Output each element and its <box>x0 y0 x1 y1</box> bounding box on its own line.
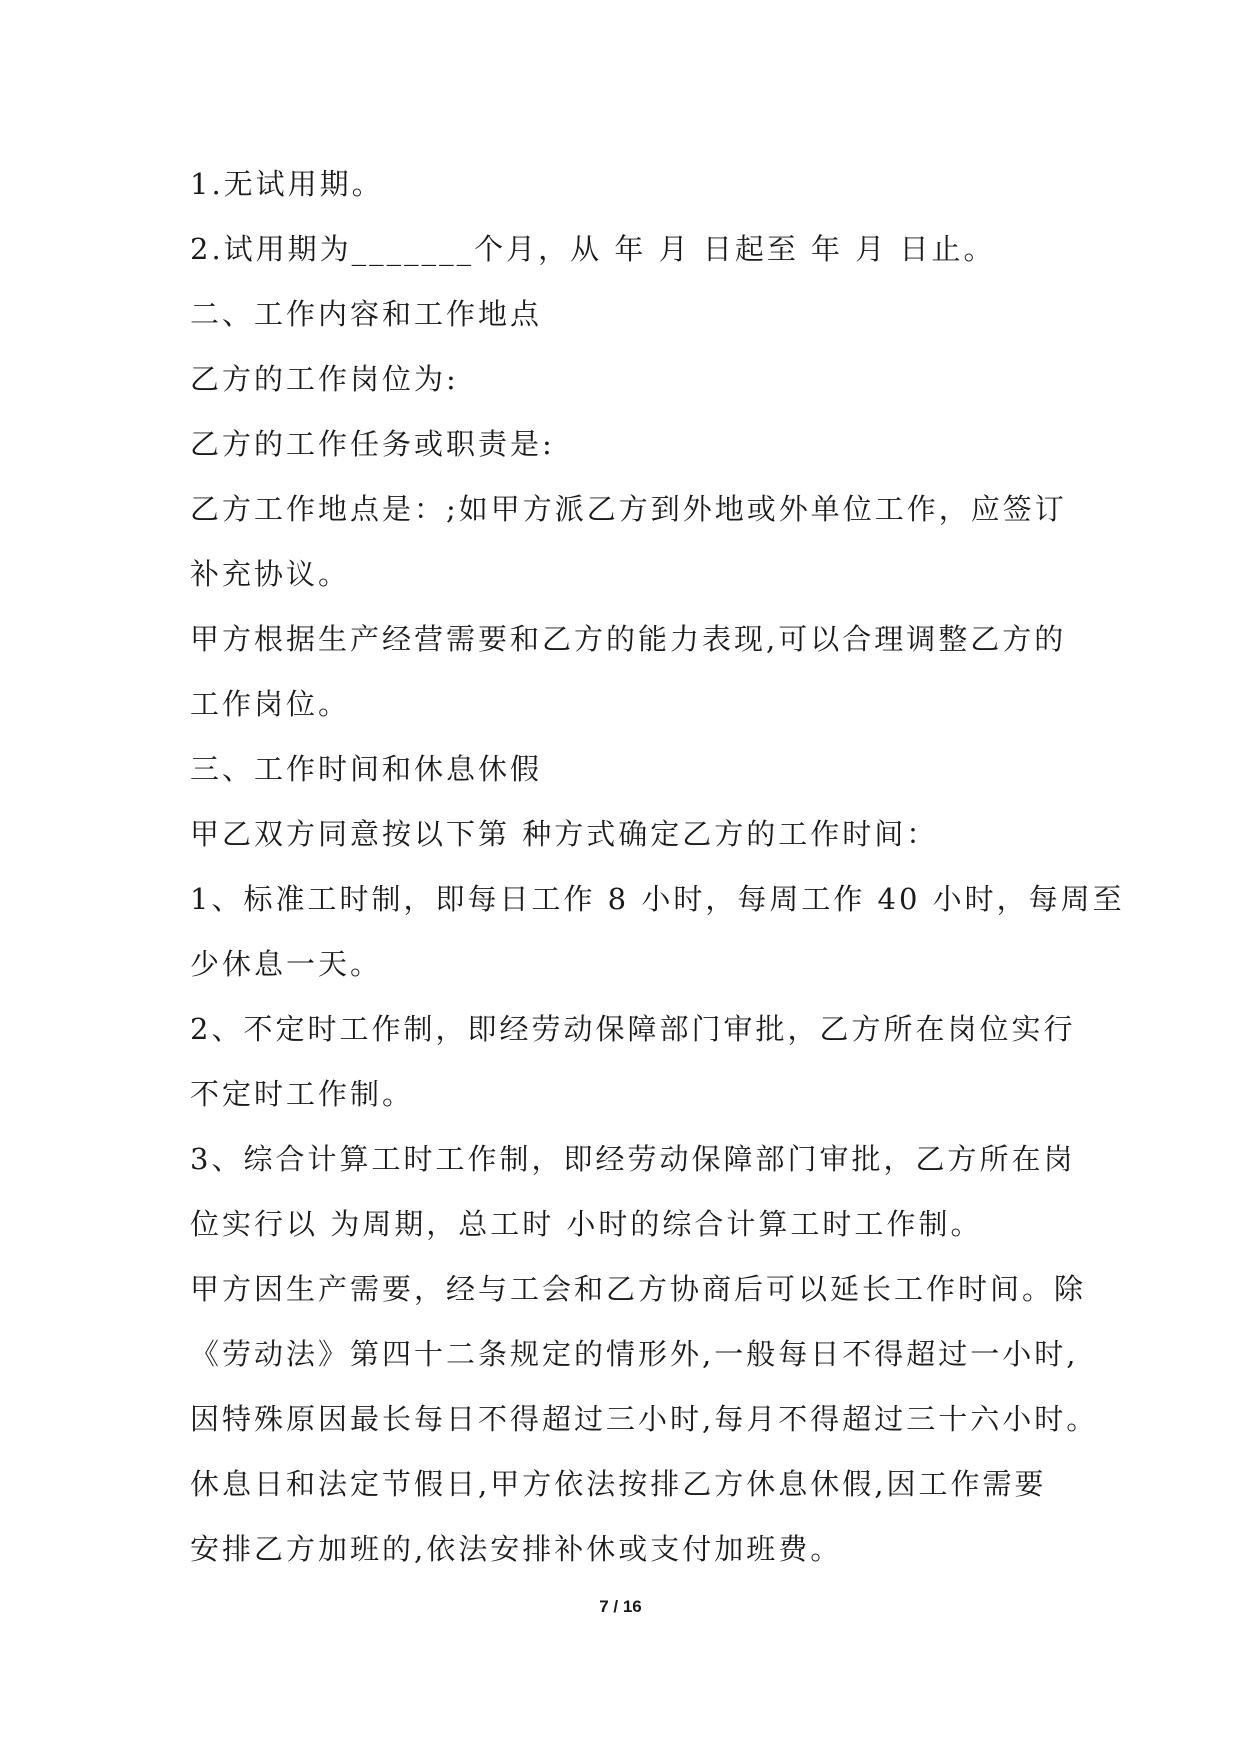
paragraph-line: 甲方因生产需要，经与工会和乙方协商后可以延长工作时间。除 <box>190 1272 1087 1306</box>
paragraph-line: 2、不定时工作制，即经劳动保障部门审批，乙方所在岗位实行 <box>190 1012 1076 1046</box>
paragraph-line: 安排乙方加班的,依法安排补休或支付加班费。 <box>190 1532 843 1566</box>
paragraph-line: 因特殊原因最长每日不得超过三小时,每月不得超过三十六小时。 <box>190 1402 1099 1436</box>
page-number: 7 / 16 <box>599 1597 642 1616</box>
paragraph-line: 甲乙双方同意按以下第 种方式确定乙方的工作时间： <box>190 817 939 851</box>
paragraph-line: 1、标准工时制，即每日工作 8 小时，每周工作 40 小时，每周至 <box>190 882 1125 916</box>
section-heading: 二、工作内容和工作地点 <box>190 297 543 331</box>
paragraph-line: 乙方的工作岗位为: <box>190 362 459 396</box>
paragraph-line: 不定时工作制。 <box>190 1077 415 1111</box>
document-body <box>190 152 1125 1582</box>
paragraph-line: 3、综合计算工时工作制，即经劳动保障部门审批，乙方所在岗 <box>190 1142 1076 1176</box>
paragraph-line: 1.无试用期。 <box>190 167 384 201</box>
paragraph-line: 补充协议。 <box>190 557 351 591</box>
paragraph-line: 位实行以 为周期，总工时 小时的综合计算工时工作制。 <box>190 1207 983 1241</box>
paragraph-line: 休息日和法定节假日,甲方依法按排乙方休息休假,因工作需要 <box>190 1467 1047 1501</box>
paragraph-line: 2.试用期为_______个月，从 年 月 日起至 年 月 日止。 <box>190 232 996 266</box>
paragraph-line: 乙方工作地点是：;如甲方派乙方到外地或外单位工作，应签订 <box>190 492 1067 526</box>
paragraph-line: 少休息一天。 <box>190 947 383 981</box>
paragraph-line: 《劳动法》第四十二条规定的情形外,一般每日不得超过一小时, <box>190 1337 1079 1371</box>
paragraph-line: 甲方根据生产经营需要和乙方的能力表现,可以合理调整乙方的 <box>190 622 1067 656</box>
paragraph-line: 工作岗位。 <box>190 687 351 721</box>
section-heading: 三、工作时间和休息休假 <box>190 752 543 786</box>
paragraph-line: 乙方的工作任务或职责是: <box>190 427 555 461</box>
